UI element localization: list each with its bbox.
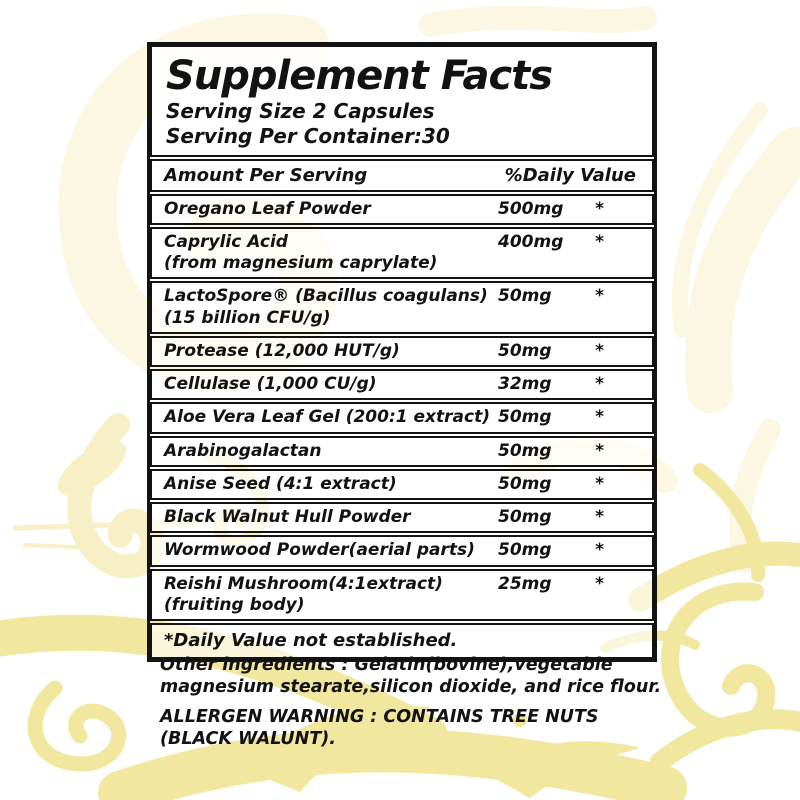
ingredient-amount: 400mg — [498, 231, 564, 252]
ingredient-name-cell — [164, 199, 498, 220]
daily-value-asterisk: * — [595, 374, 604, 395]
ingredient-amount: 50mg — [498, 340, 552, 361]
ingredient-name-cell — [164, 407, 498, 428]
ingredient-amount: 50mg — [498, 440, 552, 461]
ingredient-name: Black Walnut Hull Powder — [164, 507, 411, 528]
ingredient-amount-cell — [498, 286, 640, 307]
ingredient-name: Cellulase (1,000 CU/g) — [164, 374, 377, 395]
ingredient-name: Caprylic Acid — [164, 231, 288, 252]
supplement-facts-panel — [147, 42, 657, 662]
daily-value-asterisk: * — [595, 231, 604, 252]
ingredient-row — [150, 535, 654, 566]
ingredient-name-cell — [164, 341, 498, 362]
ingredient-row — [150, 402, 654, 433]
ingredient-name-cell — [164, 474, 498, 495]
title-section — [150, 45, 654, 157]
daily-value-header: %Daily Value — [504, 164, 636, 186]
ingredient-rows — [150, 194, 654, 622]
allergen-warning-line1: ALLERGEN WARNING : CONTAINS TREE NUTS — [160, 707, 599, 727]
ingredient-name-detail: (fruiting body) — [164, 594, 305, 615]
ingredient-row — [150, 369, 654, 400]
ingredient-amount: 32mg — [498, 374, 552, 395]
ingredient-amount-cell — [498, 441, 640, 462]
ingredient-amount: 25mg — [498, 573, 552, 594]
daily-value-asterisk: * — [595, 573, 604, 594]
other-ingredients-line1: Other ingredients : Gelatin(bovine),vegetable — [160, 655, 613, 675]
ingredient-row — [150, 569, 654, 622]
ingredient-name-cell — [164, 232, 498, 275]
daily-value-asterisk: * — [595, 340, 604, 361]
daily-value-asterisk: * — [595, 407, 604, 428]
daily-value-footnote: *Daily Value not established. — [150, 623, 654, 659]
other-ingredients-line2: magnesium stearate,silicon dioxide, and rice flour. — [160, 677, 662, 698]
ingredient-name-cell — [164, 286, 498, 329]
ingredient-name: Aloe Vera Leaf Gel (200:1 extract) — [164, 407, 490, 428]
ingredient-amount-cell — [498, 407, 640, 428]
daily-value-asterisk: * — [595, 286, 604, 307]
allergen-warning-line2: (BLACK WALUNT). — [160, 729, 336, 750]
ingredient-amount-cell — [498, 341, 640, 362]
ingredient-row — [150, 194, 654, 225]
ingredient-name-cell — [164, 441, 498, 462]
ingredient-name: LactoSpore® (Bacillus coagulans) — [164, 286, 488, 307]
ingredient-name-cell — [164, 507, 498, 528]
serving-size: Serving Size 2 Capsules — [166, 99, 435, 124]
ingredient-name-cell — [164, 374, 498, 395]
ingredient-name: Wormwood Powder(aerial parts) — [164, 540, 475, 561]
ingredient-name: Arabinogalactan — [164, 440, 322, 461]
ingredient-amount: 50mg — [498, 507, 552, 528]
ingredient-name-cell — [164, 540, 498, 561]
ingredient-amount-cell — [498, 199, 640, 220]
daily-value-asterisk: * — [595, 440, 604, 461]
ingredient-name-cell — [164, 574, 498, 617]
column-header-row — [150, 159, 654, 192]
ingredient-name-detail: (from magnesium caprylate) — [164, 253, 438, 274]
ingredient-amount: 500mg — [498, 198, 564, 219]
serving-per-container: Serving Per Container:30 — [166, 124, 450, 149]
daily-value-asterisk: * — [595, 473, 604, 494]
ingredient-amount-cell — [498, 574, 640, 595]
allergen-warning — [160, 706, 760, 751]
ingredient-row — [150, 281, 654, 334]
ingredient-name: Anise Seed (4:1 extract) — [164, 473, 397, 494]
other-ingredients — [160, 654, 760, 699]
ingredient-row — [150, 436, 654, 467]
ingredient-row — [150, 336, 654, 367]
ingredient-name-detail: (15 billion CFU/g) — [164, 307, 331, 328]
daily-value-asterisk: * — [595, 540, 604, 561]
amount-per-serving-header: Amount Per Serving — [164, 164, 368, 186]
ingredient-amount: 50mg — [498, 286, 552, 307]
ingredient-row — [150, 469, 654, 500]
daily-value-asterisk: * — [595, 507, 604, 528]
daily-value-asterisk: * — [595, 198, 604, 219]
ingredient-amount-cell — [498, 474, 640, 495]
ingredient-amount-cell — [498, 232, 640, 253]
ingredient-amount: 50mg — [498, 407, 552, 428]
ingredient-name: Oregano Leaf Powder — [164, 198, 371, 219]
ingredient-row — [150, 502, 654, 533]
ingredient-amount-cell — [498, 540, 640, 561]
ingredient-amount-cell — [498, 507, 640, 528]
ingredient-name: Reishi Mushroom(4:1extract) — [164, 573, 443, 594]
panel-title: Supplement Facts — [166, 53, 553, 99]
ingredient-name: Protease (12,000 HUT/g) — [164, 340, 400, 361]
ingredient-amount-cell — [498, 374, 640, 395]
ingredient-amount: 50mg — [498, 473, 552, 494]
ingredient-amount: 50mg — [498, 540, 552, 561]
ingredient-row — [150, 227, 654, 280]
